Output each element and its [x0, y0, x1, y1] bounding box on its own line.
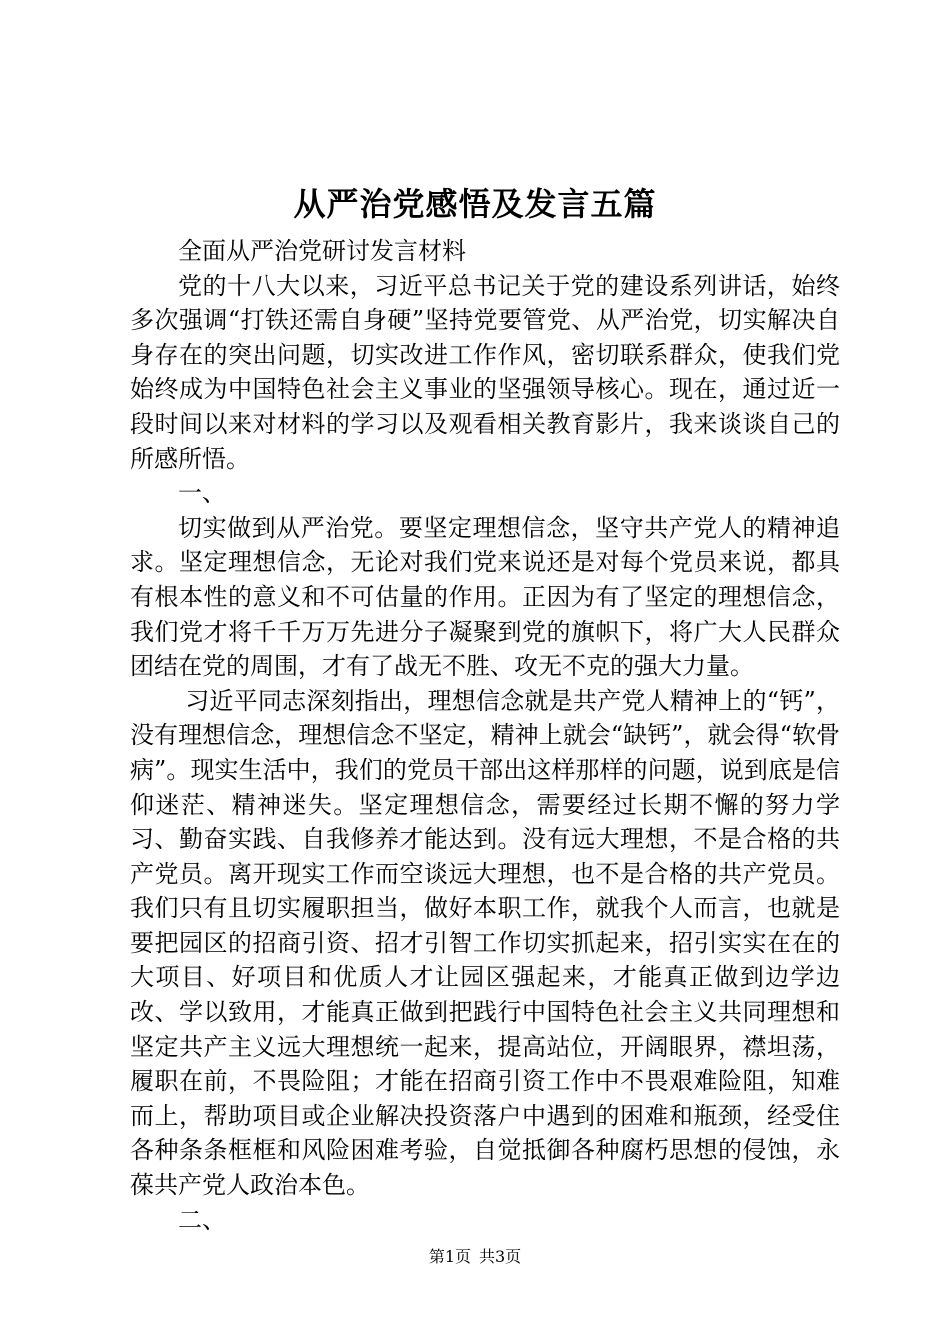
body-paragraph: 习近平同志深刻指出，理想信念就是共产党人精神上的“钙”，没有理想信念，理想信念不坚定，精神上就会“缺钙”，就会得“软骨病”。现实生活中，我们的党员干部出这样那样的问题，说到底是信仰迷茫、精神迷失。坚定理想信念，需要经过长期不懈的努力学习、勤奋实践、自我修养才能达到。没有远大理想，不是合格的共产党员。离开现实工作而空谈远大理想，也不是合格的共产党员。我们只有且切实履职担当，做好本职工作，就我个人而言，也就是要把园区的招商引资、招才引智工作切实抓起来，招引实实在在的大项目、好项目和优质人才让园区强起来，才能真正做到边学边改、学以致用，才能真正做到把践行中国特色社会主义共同理想和坚定共产主义远大理想统一起来，提高站位，开阔眼界，襟坦荡，履职在前，不畏险阻；才能在招商引资工作中不畏艰难险阻，知难而上，帮助项目或企业解决投资落户中遇到的困难和瓶颈，经受住各种条条框框和风险困难考验，自觉抵御各种腐朽思想的侵蚀，永葆共产党人政治本色。 [130, 686, 840, 1200]
document-title: 从严治党感悟及发言五篇 [293, 185, 657, 223]
document-body [130, 234, 840, 1237]
body-paragraph: 切实做到从严治党。要坚定理想信念，坚守共产党人的精神追求。坚定理想信念，无论对我们党来说还是对每个党员来说，都具有根本性的意义和不可估量的作用。正因为有了坚定的理想信念，我们党才将千千万万先进分子凝聚到党的旗帜下，将广大人民群众团结在党的周围，才有了战无不胜、攻无不克的强大力量。 [130, 513, 840, 681]
page-total: 共3页 [479, 1247, 522, 1266]
body-paragraph: 党的十八大以来，习近平总书记关于党的建设系列讲话，始终多次强调“打铁还需自身硬”坚持党要管党、从严治党，切实解决自身存在的突出问题，切实改进工作作风，密切联系群众，使我们党始终成为中国特色社会主义事业的坚强领导核心。现在，通过近一段时间以来对材料的学习以及观看相关教育影片，我来谈谈自己的所感所悟。 [130, 271, 840, 473]
page-footer [0, 1246, 950, 1268]
section-heading: 二、 [178, 1205, 226, 1234]
subtitle-paragraph: 全面从严治党研讨发言材料 [178, 237, 466, 265]
page-number: 第1页 [428, 1247, 471, 1266]
section-heading: 一、 [178, 479, 226, 508]
